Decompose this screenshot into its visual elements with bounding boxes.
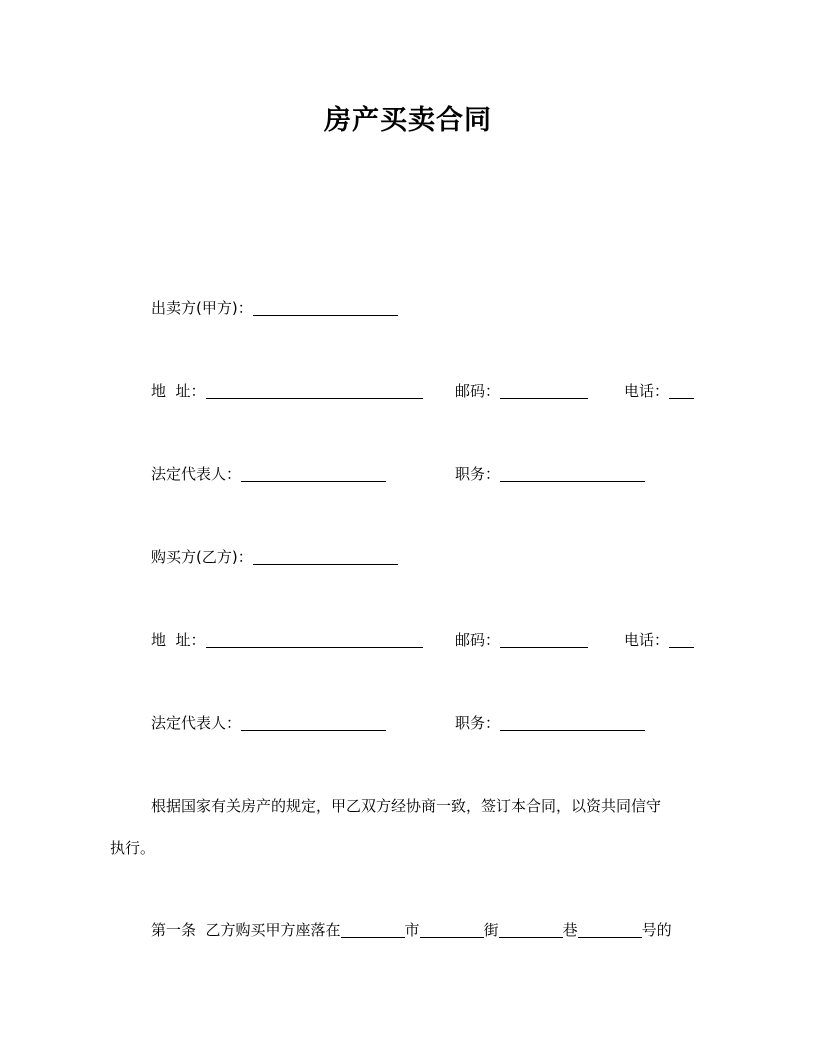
buyer-position-label: 职务： (455, 714, 501, 732)
seller-address-label: 地 址： (151, 382, 206, 400)
seller-legal-rep-blank (241, 465, 386, 482)
article-1-city-label: 市 (404, 921, 420, 939)
intro-paragraph-line1: 根据国家有关房产的规定，甲乙双方经协商一致，签订本合同，以资共同信守 (151, 797, 662, 815)
seller-legal-rep-label: 法定代表人： (151, 465, 242, 483)
buyer-legal-rep-cell (151, 713, 386, 733)
seller-phone-cell (624, 381, 694, 401)
seller-postcode-label: 邮码： (455, 382, 501, 400)
buyer-row (151, 547, 398, 567)
article-1-street-label: 街 (483, 921, 499, 939)
buyer-phone-label: 电话： (624, 631, 670, 649)
article-1-lane-label: 巷 (562, 921, 578, 939)
article-1-number-blank (578, 921, 642, 938)
seller-row (151, 298, 398, 318)
buyer-postcode-cell (455, 630, 588, 650)
article-1-number-label: 号的 (641, 921, 672, 939)
buyer-name-blank (253, 548, 398, 565)
article-1-lead: 第一条 乙方购买甲方座落在 (151, 921, 341, 939)
seller-phone-label: 电话： (624, 382, 670, 400)
article-1-city-blank (341, 921, 405, 938)
seller-postcode-blank (500, 382, 588, 399)
article-1-lane-blank (499, 921, 563, 938)
buyer-label: 购买方(乙方)： (151, 548, 253, 566)
article-1 (151, 920, 672, 940)
seller-position-blank (500, 465, 645, 482)
buyer-address-label: 地 址： (151, 631, 206, 649)
buyer-postcode-label: 邮码： (455, 631, 501, 649)
buyer-position-cell (455, 713, 645, 733)
buyer-legal-rep-blank (241, 714, 386, 731)
seller-address-blank (206, 382, 423, 399)
seller-name-blank (253, 299, 398, 316)
buyer-legal-rep-label: 法定代表人： (151, 714, 242, 732)
buyer-position-blank (500, 714, 645, 731)
seller-legal-rep-cell (151, 464, 386, 484)
buyer-phone-blank (669, 631, 694, 648)
buyer-address-row (151, 630, 423, 650)
seller-postcode-cell (455, 381, 588, 401)
seller-label: 出卖方(甲方)： (151, 299, 253, 317)
document-title: 房产买卖合同 (324, 105, 492, 136)
intro-paragraph-line2: 执行。 (110, 839, 156, 857)
buyer-address-blank (206, 631, 423, 648)
buyer-phone-cell (624, 630, 694, 650)
buyer-postcode-blank (500, 631, 588, 648)
seller-address-row (151, 381, 423, 401)
seller-position-label: 职务： (455, 465, 501, 483)
article-1-street-blank (420, 921, 484, 938)
seller-phone-blank (669, 382, 694, 399)
seller-position-cell (455, 464, 645, 484)
